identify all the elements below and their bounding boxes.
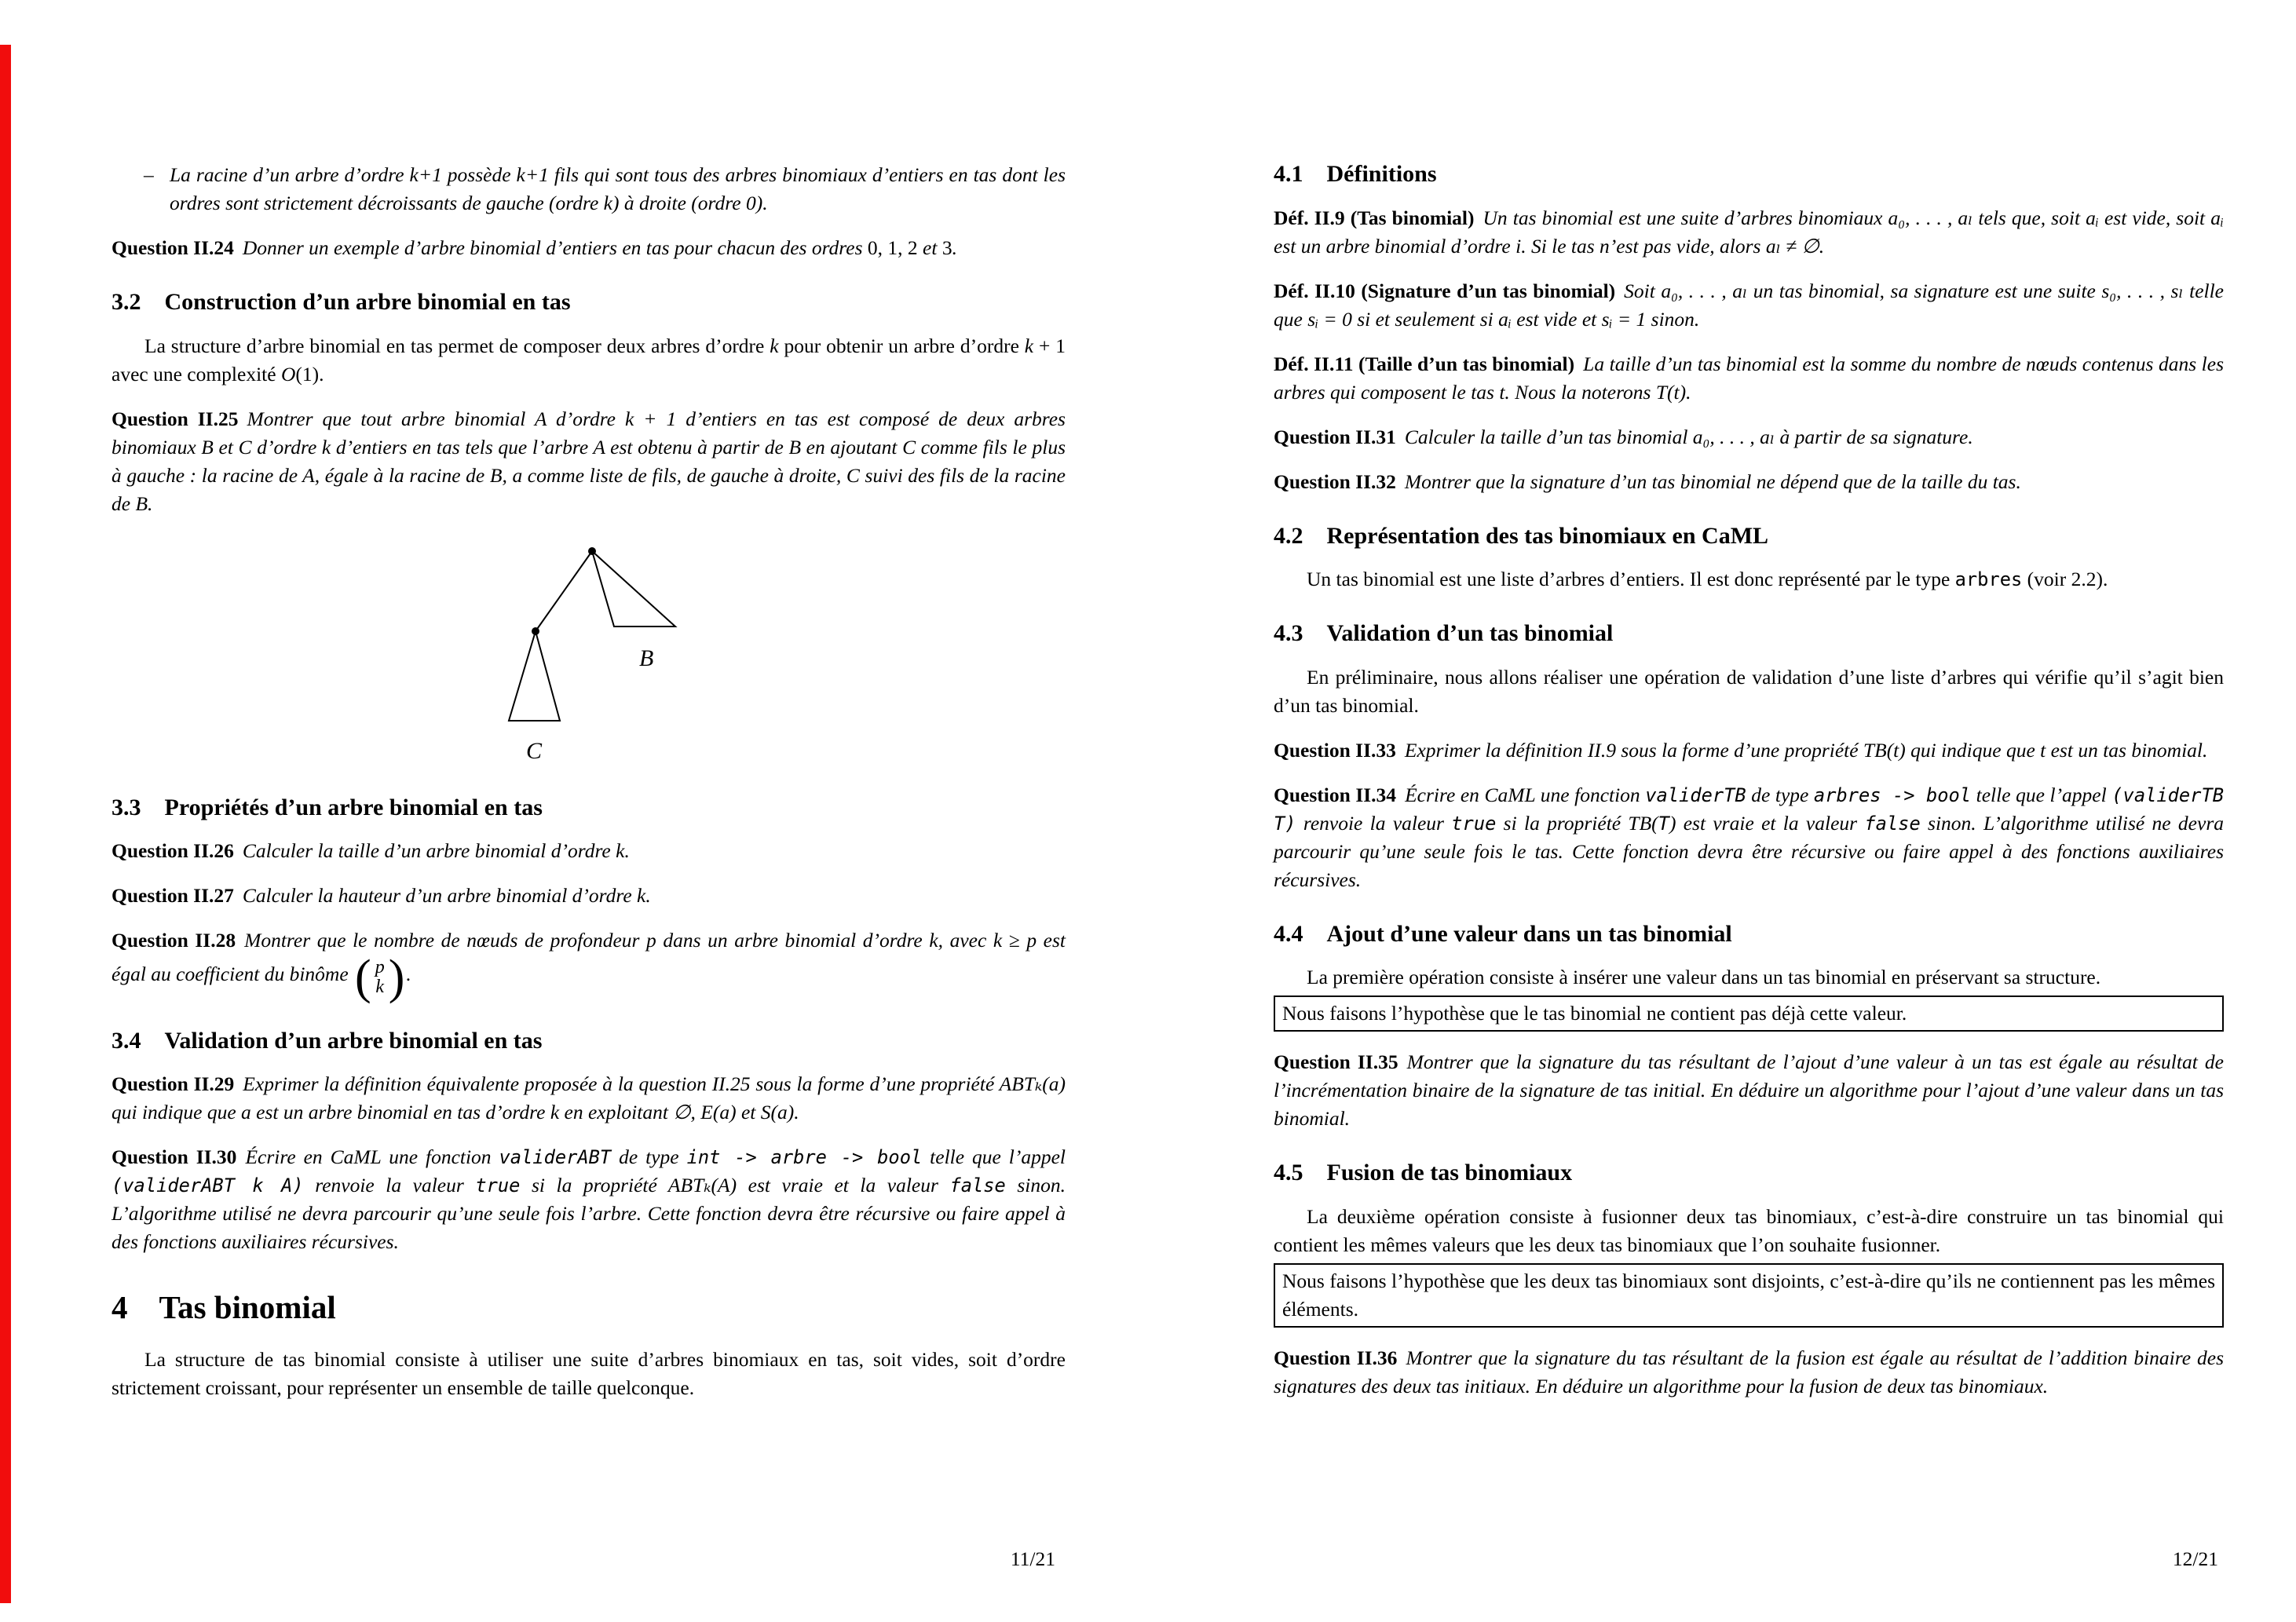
section-title: Validation d’un arbre binomial en tas (164, 1027, 543, 1054)
section-4-5-heading (1274, 1160, 2224, 1187)
section-number: 4.3 (1274, 620, 1303, 646)
section-title: Tas binomial (159, 1289, 336, 1326)
question-text: Question II.28 Montrer que le nombre de nœuds de profondeur p dans un arbre binomial d’ordre k, avec k ≥ p est égal au coefficient du binôme (112, 929, 1066, 985)
page-12 (1148, 0, 2296, 1622)
question-ii-25: Question II.25 Montrer que tout arbre binomial A d’ordre k + 1 d’entiers en tas est composé de deux arbres binomiaux B et C d’ordre k d’entiers en tas tels que l’arbre A est obtenu à partir de B en ajoutant C comme fils le plus à gauche : la racine de A, égale à la racine de B, a comme liste de fils, de gauche à droite, C suivi des fils de la racine de B. (112, 407, 1066, 515)
definition-ii-10: Déf. II.10 (Signature d’un tas binomial) Soit a₀, . . . , aₗ un tas binomial, sa signature est une suite s₀, . . . , sₗ telle que sᵢ = 0 si et seulement si aᵢ est vide et sᵢ = 1 sinon. (1274, 279, 2225, 331)
tree-child-dot (532, 627, 539, 635)
page-number-left: 11/21 (1010, 1547, 1055, 1570)
hypothesis-text: Nous faisons l’hypothèse que les deux tas binomiaux sont disjoints, c’est-à-dire qu’ils ne contiennent pas les mêmes éléments. (1282, 1269, 2215, 1321)
section-number: 4 (112, 1289, 128, 1326)
definition-ii-9: Déf. II.9 (Tas binomial) Un tas binomial est une suite d’arbres binomiaux a₀, . . . , aₗ tels que, soit aᵢ est vide, soit aᵢ est un arbre binomial d’ordre i. Si le tas n’est pas vide, alors aₗ ≠ ∅. (1274, 206, 2224, 258)
section-4-3-intro: En préliminaire, nous allons réaliser une opération de validation d’une liste d’arbres qui vérifie qu’il s’agit bien d’un tas binomial. (1274, 665, 2224, 717)
question-ii-26: Question II.26 Calculer la taille d’un arbre binomial d’ordre k. (112, 839, 630, 862)
section-4-2-heading (1274, 523, 2224, 550)
tree-diagram (487, 539, 691, 768)
section-title: Propriétés d’un arbre binomial en tas (164, 794, 543, 820)
question-ii-29: Question II.29 Exprimer la définition équivalente proposée à la question II.25 sous la forme d’une propriété ABTₖ(a) qui indique que a est un arbre binomial en tas d’ordre k en exploitant ∅, E(a) et S(a). (112, 1072, 1066, 1124)
section-title: Définitions (1326, 161, 1437, 187)
section-title: Ajout d’une valeur dans un tas binomial (1326, 920, 1732, 947)
definition-ii-11: Déf. II.11 (Taille d’un tas binomial) La taille d’un tas binomial est la somme du nombre de nœuds contenus dans les arbres qui composent le tas t. Nous la noterons T(t). (1274, 352, 2224, 404)
question-text-tail: . (406, 963, 411, 985)
question-ii-24: Question II.24 Donner un exemple d’arbre binomial d’entiers en tas pour chacun des ordres 0, 1, 2 et 3. (112, 236, 957, 259)
section-3-4-heading (112, 1028, 1066, 1055)
tree-root-dot (588, 547, 596, 555)
subtree-triangle-c (509, 631, 560, 721)
list-item-text: La racine d’un arbre d’ordre k+1 possède k+1 fils qui sont tous des arbres binomiaux d’entiers en tas dont les ordres sont strictement décroissants de gauche (ordre k) à droite (ordre 0). (170, 163, 1066, 214)
question-ii-34: Question II.34 Écrire en CaML une fonction validerTB de type arbres -> bool telle que l’appel (validerTB T) renvoie la valeur true si la propriété TB(T) est vraie et la valeur false sinon. L’algorithme utilisé ne devra parcourir qu’une seule fois le tas. Cette fonction devra être récursive ou faire appel à des fonctions auxiliaires récursives. (1274, 783, 2224, 891)
binom-stack (371, 958, 389, 999)
hypothesis-box-fusion (1274, 1263, 2224, 1328)
open-paren: ( (355, 951, 371, 1004)
figure-label-c: C (525, 737, 542, 764)
section-title: Validation d’un tas binomial (1326, 620, 1614, 646)
binom-bottom: k (375, 977, 385, 998)
section-number: 4.2 (1274, 522, 1303, 549)
question-ii-36: Question II.36 Montrer que la signature du tas résultant de la fusion est égale au résultat de l’addition binaire des signatures des deux tas initiaux. En déduire un algorithme pour la fusion de deux tas binomiaux. (1274, 1346, 2224, 1397)
list-item-root-property (112, 161, 1066, 217)
section-number: 4.4 (1274, 920, 1303, 947)
section-3-2-intro: La structure d’arbre binomial en tas permet de composer deux arbres d’ordre k pour obtenir un arbre d’ordre k + 1 avec une complexité O(1). (112, 334, 1066, 385)
section-4-4-heading (1274, 921, 2224, 948)
subtree-triangle-b (592, 551, 675, 627)
section-number: 4.5 (1274, 1160, 1303, 1185)
binomial-tree-figure (487, 539, 691, 768)
section-number: 4.1 (1274, 161, 1303, 187)
question-ii-30: Question II.30 Écrire en CaML une fonction validerABT de type int -> arbre -> bool telle que l’appel (validerABT k A) renvoie la valeur true si la propriété ABTₖ(A) est vraie et la valeur false sinon. L’algorithme utilisé ne devra parcourir qu’une seule fois l’arbre. Cette fonction devra être récursive ou faire appel à des fonctions auxiliaires récursives. (112, 1145, 1066, 1254)
page-number-right: 12/21 (2172, 1547, 2218, 1570)
dash-marker: – (144, 163, 154, 186)
section-number: 3.4 (112, 1027, 141, 1054)
section-4-4-intro: La première opération consiste à insérer une valeur dans un tas binomial en préservant sa structure. (1307, 966, 2101, 988)
section-title: Représentation des tas binomiaux en CaML (1326, 522, 1769, 549)
hypothesis-text: Nous faisons l’hypothèse que le tas binomial ne contient pas déjà cette valeur. (1282, 1002, 1907, 1025)
close-paren: ) (388, 951, 405, 1004)
question-ii-31: Question II.31 Calculer la taille d’un tas binomial a₀, . . . , aₗ à partir de sa signature. (1274, 425, 1973, 448)
section-4-1-heading (1274, 161, 2224, 188)
question-ii-32: Question II.32 Montrer que la signature d’un tas binomial ne dépend que de la taille du tas. (1274, 469, 2021, 493)
section-number: 3.2 (112, 289, 141, 315)
question-ii-28 (112, 926, 1066, 1004)
section-4-3-heading (1274, 620, 2224, 648)
section-4-5-intro: La deuxième opération consiste à fusionner deux tas binomiaux, c’est-à-dire construire un tas binomial qui contient les mêmes valeurs que les deux tas binomiaux que l’on souhaite fusionner. (1274, 1204, 2224, 1256)
section-4-intro: La structure de tas binomial consiste à utiliser une suite d’arbres binomiaux en tas, soit vides, soit d’ordre strictement croissant, pour représenter un ensemble de taille quelconque. (112, 1347, 1066, 1399)
section-4-heading (112, 1289, 1066, 1326)
section-title: Fusion de tas binomiaux (1326, 1160, 1573, 1185)
binomial-coefficient (355, 951, 405, 1004)
section-4-2-intro: Un tas binomial est une liste d’arbres d’entiers. Il est donc représenté par le type arbres (voir 2.2). (1307, 568, 2108, 590)
section-title: Construction d’un arbre binomial en tas (164, 289, 571, 315)
question-ii-27: Question II.27 Calculer la hauteur d’un arbre binomial d’ordre k. (112, 884, 651, 907)
question-ii-35: Question II.35 Montrer que la signature du tas résultant de l’ajout d’une valeur à un tas est égale au résultat de l’incrémentation binaire de la signature de tas initial. En déduire un algorithme pour l’ajout d’une valeur dans un tas binomial. (1274, 1050, 2224, 1130)
hypothesis-box-insert (1274, 995, 2224, 1032)
page-12-content (1274, 161, 2224, 1417)
section-3-3-heading (112, 795, 1066, 822)
page-11-content (112, 161, 1066, 1419)
question-ii-33: Question II.33 Exprimer la définition II.9 sous la forme d’une propriété TB(t) qui indique que t est un tas binomial. (1274, 738, 2208, 762)
section-3-2-heading (112, 289, 1066, 316)
figure-label-b: B (638, 645, 653, 671)
tree-edge (536, 551, 592, 631)
binom-top: p (375, 956, 385, 977)
section-number: 3.3 (112, 794, 141, 820)
